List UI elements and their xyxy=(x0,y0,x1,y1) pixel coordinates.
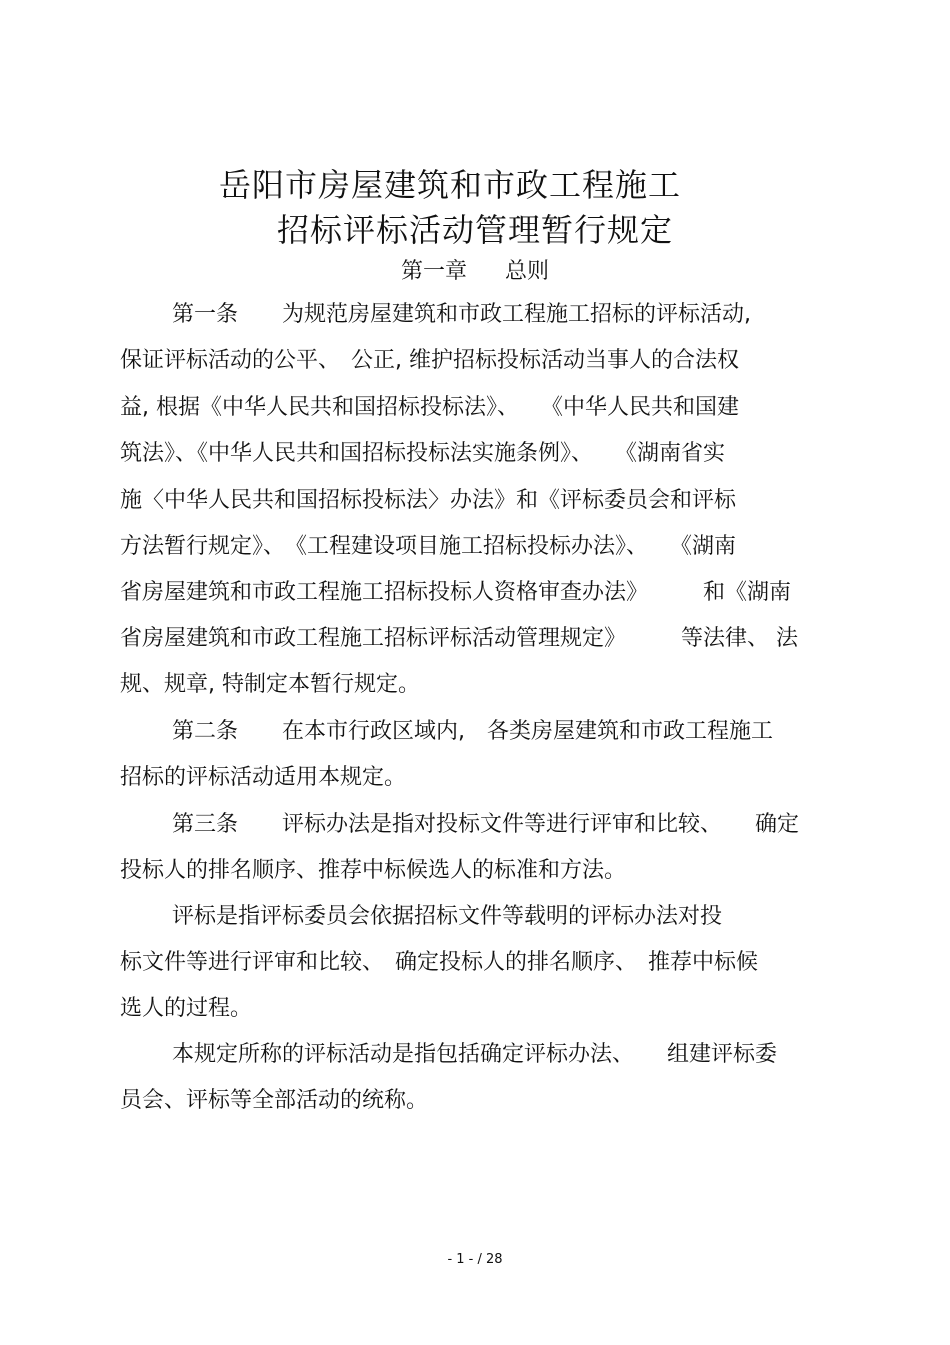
paragraph-scope-line-1: 本规定所称的评标活动是指包括确定评标办法、 组建评标委 xyxy=(172,1042,778,1067)
document-title-line-2: 招标评标活动管理暂行规定 xyxy=(276,211,673,249)
article-3-line-2: 投标人的排名顺序、推荐中标候选人的标准和方法。 xyxy=(120,858,627,883)
page-indicator: - 1 - / 28 xyxy=(447,1252,503,1267)
chapter-title: 总则 xyxy=(505,259,550,284)
article-1-line-1: 第一条 为规范房屋建筑和市政工程施工招标的评标活动, xyxy=(172,302,751,327)
article-1-line-3: 益, 根据《中华人民共和国招标投标法》、 《中华人民共和国建 xyxy=(120,395,739,420)
article-1-line-4: 筑法》、《中华人民共和国招标投标法实施条例》、 《湖南省实 xyxy=(120,441,726,466)
article-1-line-2: 保证评标活动的公平、 公正, 维护招标投标活动当事人的合法权 xyxy=(120,348,739,373)
paragraph-evaluation-line-3: 选人的过程。 xyxy=(120,996,253,1021)
paragraph-scope-line-2: 员会、评标等全部活动的统称。 xyxy=(120,1088,429,1113)
article-1-line-7: 省房屋建筑和市政工程施工招标投标人资格审查办法》 和《湖南 xyxy=(120,580,792,605)
article-1-line-5: 施〈中华人民共和国招标投标法〉办法》和《评标委员会和评标 xyxy=(120,488,737,513)
paragraph-evaluation-line-1: 评标是指评标委员会依据招标文件等载明的评标办法对投 xyxy=(172,904,723,929)
article-1-line-8: 省房屋建筑和市政工程施工招标评标活动管理规定》 等法律、 法 xyxy=(120,626,798,651)
chapter-heading xyxy=(0,254,950,285)
article-2-line-1: 第二条 在本市行政区域内, 各类房屋建筑和市政工程施工 xyxy=(172,719,773,744)
article-1-line-6: 方法暂行规定》、 《工程建设项目施工招标投标办法》、 《湖南 xyxy=(120,534,737,559)
article-3-line-1: 第三条 评标办法是指对投标文件等进行评审和比较、 确定 xyxy=(172,812,800,837)
article-1-line-9: 规、规章, 特制定本暂行规定。 xyxy=(120,672,420,697)
paragraph-evaluation-line-2: 标文件等进行评审和比较、 确定投标人的排名顺序、 推荐中标候 xyxy=(120,950,759,975)
document-title-line-1: 岳阳市房屋建筑和市政工程施工 xyxy=(218,166,681,204)
article-2-line-2: 招标的评标活动适用本规定。 xyxy=(120,765,407,790)
chapter-number: 第一章 xyxy=(400,259,467,284)
